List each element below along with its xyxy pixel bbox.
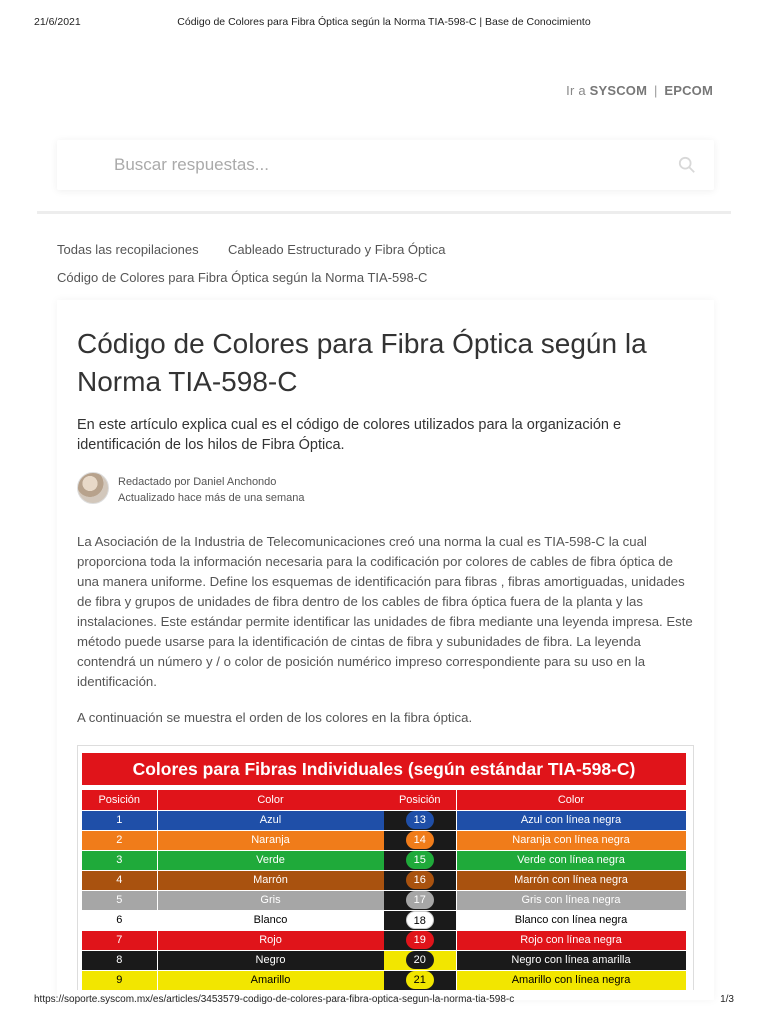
position-cell <box>384 870 456 890</box>
color-cell: Rojo con línea negra <box>456 930 686 950</box>
print-url: https://soporte.syscom.mx/es/articles/3453579-codigo-de-colores-para-fibra-optica-segun-la-norma-tia-598-c <box>34 994 515 1005</box>
article-body <box>77 532 697 725</box>
color-cell: Azul con línea negra <box>456 810 686 830</box>
body-paragraph-1: La Asociación de la Industria de Telecomunicaciones creó una norma la cual es TIA-598-C la cual proporciona toda la información necesaria para la codificación por colores de cables de fibra óptica de una manera uniforme. Define los esquemas de identificación para fibras , fibras amortiguadas, unidades de fibra y grupos de unidades de fibra dentro de los cables de fibra óptica fuera de la planta y las instalaciones. Este estándar permite identificar las unidades de fibra mediante una leyenda impresa. Este método puede usarse para la identificación de cintas de fibra y subunidades de fibra. La leyenda contendrá un número y / o color de posición numérico impreso correspondiente para su uso en la identificación. <box>77 534 693 689</box>
print-header <box>0 16 768 32</box>
table-row <box>82 950 384 970</box>
position-chip: 18 <box>406 911 434 929</box>
position-cell: 6 <box>82 910 157 930</box>
position-cell: 8 <box>82 950 157 970</box>
updated-timestamp: Actualizado hace más de una semana <box>118 492 305 504</box>
table-row <box>82 810 384 830</box>
topnav-separator: | <box>653 83 658 98</box>
position-cell: 5 <box>82 890 157 910</box>
left-color-table <box>82 790 385 991</box>
syscom-link[interactable]: SYSCOM <box>589 83 648 98</box>
print-page-number: 1/3 <box>720 994 734 1005</box>
position-chip: 21 <box>406 971 434 989</box>
position-cell: 9 <box>82 970 157 990</box>
table-row <box>384 950 686 970</box>
position-chip: 19 <box>406 931 434 949</box>
article-description: En este artículo explica cual es el código de colores utilizados para la organización e identificación de los hilos de Fibra Óptica. <box>77 417 622 453</box>
position-cell: 3 <box>82 850 157 870</box>
table-row <box>82 830 384 850</box>
position-cell <box>384 890 456 910</box>
table-row <box>384 870 686 890</box>
position-cell: 7 <box>82 930 157 950</box>
color-cell: Marrón con línea negra <box>456 870 686 890</box>
position-cell <box>384 950 456 970</box>
color-cell: Negro <box>157 950 384 970</box>
color-cell: Naranja con línea negra <box>456 830 686 850</box>
color-cell: Naranja <box>157 830 384 850</box>
header-color: Color <box>456 790 686 810</box>
position-cell: 1 <box>82 810 157 830</box>
table-row <box>384 810 686 830</box>
color-cell: Verde <box>157 850 384 870</box>
epcom-link[interactable]: EPCOM <box>664 83 713 98</box>
topnav-prefix: Ir a <box>566 83 586 98</box>
position-cell <box>384 910 456 930</box>
color-cell: Amarillo con línea negra <box>456 970 686 990</box>
position-cell <box>384 930 456 950</box>
breadcrumb-collection[interactable]: Cableado Estructurado y Fibra Óptica <box>228 242 446 257</box>
color-cell: Gris con línea negra <box>456 890 686 910</box>
search-box <box>57 140 714 190</box>
breadcrumb-all-collections[interactable]: Todas las recopilaciones <box>57 242 199 257</box>
table-row <box>82 890 384 910</box>
right-color-table <box>384 790 687 991</box>
position-chip: 13 <box>406 811 434 829</box>
print-footer <box>0 994 768 1010</box>
table-row <box>82 970 384 990</box>
search-input[interactable] <box>57 140 714 190</box>
position-chip: 15 <box>406 851 434 869</box>
search-icon[interactable] <box>678 156 696 174</box>
position-cell: 4 <box>82 870 157 890</box>
header-position: Posición <box>82 790 157 810</box>
figure-title: Colores para Fibras Individuales (según estándar TIA-598-C) <box>82 753 686 785</box>
position-cell <box>384 810 456 830</box>
position-chip: 20 <box>406 951 434 969</box>
position-cell <box>384 970 456 990</box>
color-cell: Amarillo <box>157 970 384 990</box>
color-cell: Verde con línea negra <box>456 850 686 870</box>
color-cell: Negro con línea amarilla <box>456 950 686 970</box>
table-row <box>384 890 686 910</box>
print-date: 21/6/2021 <box>34 16 81 28</box>
table-row <box>82 870 384 890</box>
table-row <box>82 910 384 930</box>
header-color: Color <box>157 790 384 810</box>
page-title: Código de Colores para Fibra Óptica según la Norma TIA-598-C <box>77 328 647 397</box>
position-cell: 2 <box>82 830 157 850</box>
position-chip: 17 <box>406 891 434 909</box>
author-link[interactable]: Daniel Anchondo <box>193 476 277 488</box>
body-paragraph-2: A continuación se muestra el orden de los colores en la fibra óptica. <box>77 710 473 725</box>
color-cell: Azul <box>157 810 384 830</box>
avatar <box>77 472 109 504</box>
top-navigation <box>566 83 713 98</box>
fiber-color-table-image <box>77 745 694 990</box>
header-divider <box>37 211 731 214</box>
color-cell: Blanco <box>157 910 384 930</box>
print-document-title: Código de Colores para Fibra Óptica según la Norma TIA-598-C | Base de Conocimiento <box>177 16 591 28</box>
table-row <box>82 930 384 950</box>
position-chip: 14 <box>406 831 434 849</box>
position-chip: 16 <box>406 871 434 889</box>
position-cell <box>384 830 456 850</box>
table-row <box>384 970 686 990</box>
header-position: Posición <box>384 790 456 810</box>
position-cell <box>384 850 456 870</box>
author-prefix: Redactado por <box>118 476 191 488</box>
color-cell: Marrón <box>157 870 384 890</box>
breadcrumb-current-article: Código de Colores para Fibra Óptica según la Norma TIA-598-C <box>57 270 428 285</box>
table-row <box>384 910 686 930</box>
color-cell: Blanco con línea negra <box>456 910 686 930</box>
table-row <box>384 850 686 870</box>
table-row <box>82 850 384 870</box>
table-row <box>384 830 686 850</box>
color-cell: Rojo <box>157 930 384 950</box>
color-cell: Gris <box>157 890 384 910</box>
table-row <box>384 930 686 950</box>
